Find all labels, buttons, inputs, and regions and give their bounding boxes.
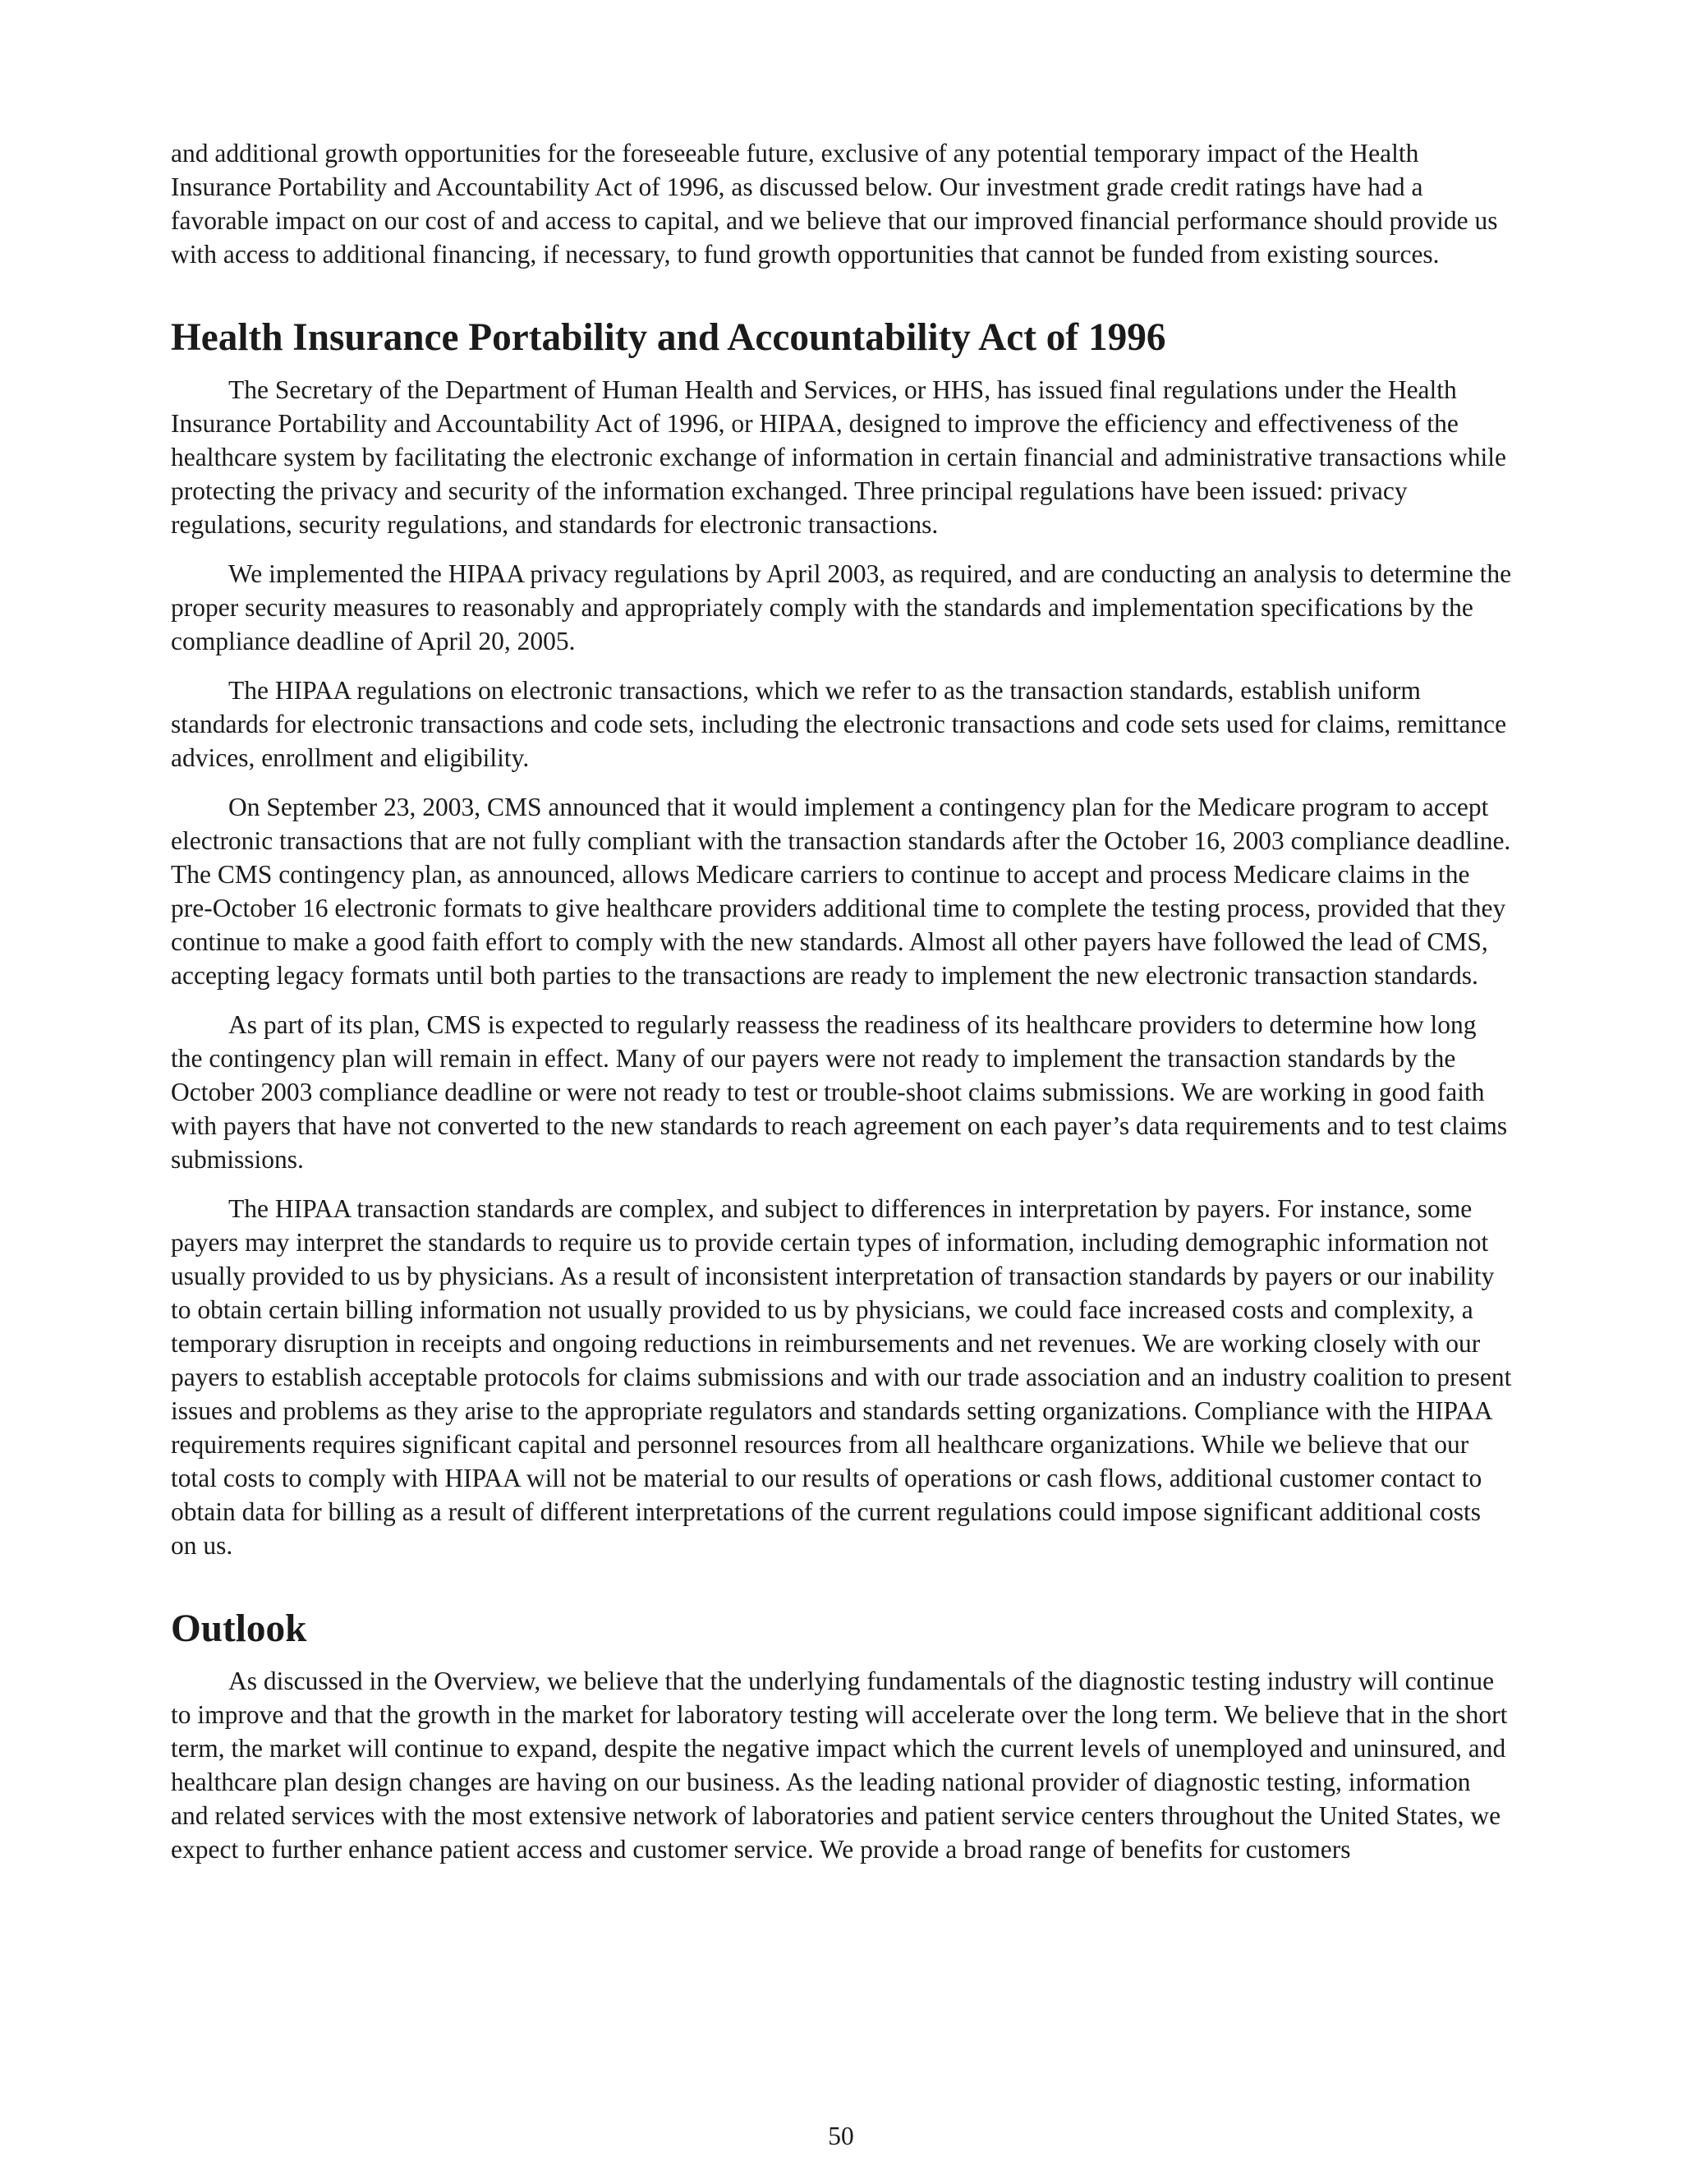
- hipaa-paragraph-6: The HIPAA transaction standards are complex, and subject to differences in interpretation by payers. For instance, some payers may interpret the standards to require us to provide certain types of information, including demographic information not usually provided to us by physicians. As a result of inconsistent interpretation of transaction standards by payers or our inability to obtain certain billing information not usually provided to us by physicians, we could face increased costs and complexity, a temporary disruption in receipts and ongoing reductions in reimbursements and net revenues. We are working closely with our payers to establish acceptable protocols for claims submissions and with our trade association and an industry coalition to present issues and problems as they arise to the appropriate regulators and standards setting organizations. Compliance with the HIPAA requirements requires significant capital and personnel resources from all healthcare organizations. While we believe that our total costs to comply with HIPAA will not be material to our results of operations or cash flows, additional customer contact to obtain data for billing as a result of different interpretations of the current regulations could impose significant additional costs on us.: [171, 1194, 1512, 1560]
- hipaa-paragraph-4: On September 23, 2003, CMS announced that it would implement a contingency plan for the Medicare program to accept electronic transactions that are not fully compliant with the transaction standards after the October 16, 2003 compliance deadline. The CMS contingency plan, as announced, allows Medicare carriers to continue to accept and process Medicare claims in the pre-October 16 electronic formats to give healthcare providers additional time to complete the testing process, provided that they continue to make a good faith effort to comply with the new standards. Almost all other payers have followed the lead of CMS, accepting legacy formats until both parties to the transactions are ready to implement the new electronic transaction standards.: [171, 793, 1511, 990]
- outlook-paragraph-1: As discussed in the Overview, we believe that the underlying fundamentals of the diagnostic testing industry will continue to improve and that the growth in the market for laboratory testing will accelerate over the long term. We believe that in the short term, the market will continue to expand, despite the negative impact which the current levels of unemployed and uninsured, and healthcare plan design changes are having on our business. As the leading national provider of diagnostic testing, information and related services with the most extensive network of laboratories and patient service centers throughout the United States, we expect to further enhance patient access and customer service. We provide a broad range of benefits for customers: [171, 1667, 1508, 1864]
- hipaa-paragraph-5: As part of its plan, CMS is expected to regularly reassess the readiness of its healthcare providers to determine how long the contingency plan will remain in effect. Many of our payers were not ready to implement the transaction standards by the October 2003 compliance deadline or were not ready to test or trouble-shoot claims submissions. We are working in good faith with payers that have not converted to the new standards to reach agreement on each payer’s data requirements and to test claims submissions.: [171, 1010, 1508, 1174]
- intro-paragraph: and additional growth opportunities for the foreseeable future, exclusive of any potential temporary impact of the Health Insurance Portability and Accountability Act of 1996, as discussed below. Our investment grade credit ratings have had a favorable impact on our cost of and access to capital, and we believe that our improved financial performance should provide us with access to additional financing, if necessary, to fund growth opportunities that cannot be funded from existing sources.: [171, 139, 1498, 269]
- section-heading-hipaa: Health Insurance Portability and Accountability Act of 1996: [171, 316, 1166, 359]
- page-number: 50: [828, 2122, 854, 2150]
- document-body: [171, 136, 1513, 1882]
- hipaa-paragraph-2: We implemented the HIPAA privacy regulations by April 2003, as required, and are conducting an analysis to determine the proper security measures to reasonably and appropriately comply with the standards and implementation specifications by the compliance deadline of April 20, 2005.: [171, 559, 1512, 655]
- hipaa-paragraph-1: The Secretary of the Department of Human Health and Services, or HHS, has issued final regulations under the Health Insurance Portability and Accountability Act of 1996, or HIPAA, designed to improve the efficiency and effectiveness of the healthcare system by facilitating the electronic exchange of information in certain financial and administrative transactions while protecting the privacy and security of the information exchanged. Three principal regulations have been issued: privacy regulations, security regulations, and standards for electronic transactions.: [171, 375, 1507, 539]
- hipaa-paragraph-3: The HIPAA regulations on electronic transactions, which we refer to as the transaction standards, establish uniform standards for electronic transactions and code sets, including the electronic transactions and code sets used for claims, remittance advices, enrollment and eligibility.: [171, 676, 1507, 772]
- section-heading-outlook: Outlook: [171, 1607, 307, 1650]
